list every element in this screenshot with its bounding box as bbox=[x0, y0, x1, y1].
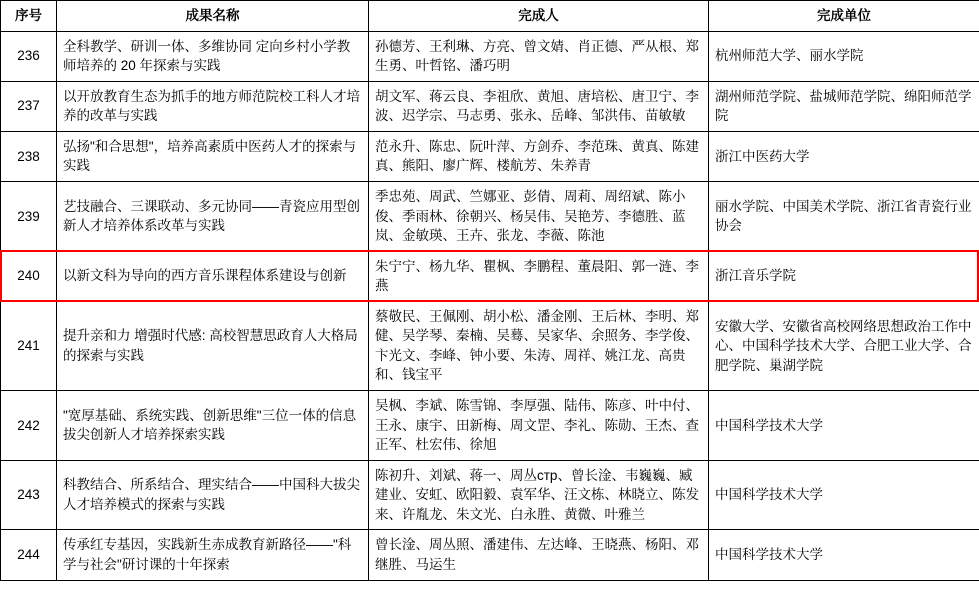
cell-no: 236 bbox=[1, 31, 57, 81]
table-header-row bbox=[1, 1, 979, 32]
cell-unit: 中国科学技术大学 bbox=[709, 391, 979, 461]
cell-unit: 中国科学技术大学 bbox=[709, 460, 979, 530]
table-row bbox=[1, 31, 979, 81]
cell-people: 季忠苑、周武、竺娜亚、彭倩、周莉、周绍斌、陈小俊、季雨林、徐朝兴、杨吴伟、吴艳芳、李德胜、蓝岚、金敏瑛、王卉、张龙、李薇、陈池 bbox=[369, 181, 709, 251]
cell-no: 241 bbox=[1, 301, 57, 390]
cell-name: 提升亲和力 增强时代感: 高校智慧思政育人大格局的探索与实践 bbox=[57, 301, 369, 390]
cell-people: 范永升、陈忠、阮叶萍、方剑乔、李范珠、黄真、陈建真、熊阳、廖广辉、楼航芳、朱养青 bbox=[369, 131, 709, 181]
cell-people: 蔡敬民、王佩刚、胡小松、潘金刚、王后林、李明、郑健、吴学琴、秦楠、吴蓦、吴家华、余照务、李学俊、卞光文、李峰、钟小要、朱涛、周祥、姚江龙、高贵和、钱宝平 bbox=[369, 301, 709, 390]
cell-name: "宽厚基础、系统实践、创新思维"三位一体的信息拔尖创新人才培养探索实践 bbox=[57, 391, 369, 461]
cell-no: 242 bbox=[1, 391, 57, 461]
cell-people: 孙德芳、王利琳、方亮、曾文婧、肖正德、严从根、郑生勇、叶哲铭、潘巧明 bbox=[369, 31, 709, 81]
cell-no: 243 bbox=[1, 460, 57, 530]
cell-unit: 中国科学技术大学 bbox=[709, 530, 979, 580]
table-row bbox=[1, 81, 979, 131]
cell-no: 237 bbox=[1, 81, 57, 131]
cell-unit: 丽水学院、中国美术学院、浙江省青瓷行业协会 bbox=[709, 181, 979, 251]
cell-unit: 浙江音乐学院 bbox=[709, 251, 979, 301]
cell-unit: 湖州师范学院、盐城师范学院、绵阳师范学院 bbox=[709, 81, 979, 131]
cell-no: 239 bbox=[1, 181, 57, 251]
cell-name: 以新文科为导向的西方音乐课程体系建设与创新 bbox=[57, 251, 369, 301]
cell-unit: 浙江中医药大学 bbox=[709, 131, 979, 181]
table-row-highlighted bbox=[1, 251, 979, 301]
cell-no: 240 bbox=[1, 251, 57, 301]
cell-unit: 安徽大学、安徽省高校网络思想政治工作中心、中国科学技术大学、合肥工业大学、合肥学院、巢湖学院 bbox=[709, 301, 979, 390]
cell-people: 胡文军、蒋云良、李祖欣、黄旭、唐培松、唐卫宁、李波、迟学宗、马志勇、张永、岳峰、邹洪伟、苗敏敏 bbox=[369, 81, 709, 131]
cell-people: 朱宁宁、杨九华、瞿枫、李鹏程、董晨阳、郭一涟、李燕 bbox=[369, 251, 709, 301]
cell-no: 238 bbox=[1, 131, 57, 181]
cell-people: 陈初升、刘斌、蒋一、周丛стр、曾长淦、韦巍巍、臧建业、安虹、欧阳毅、袁军华、汪文栋、林晓立、陈发来、许胤龙、朱文光、白永胜、黄微、叶雅兰 bbox=[369, 460, 709, 530]
table-row bbox=[1, 530, 979, 580]
cell-name: 艺技融合、三课联动、多元协同——青瓷应用型创新人才培养体系改革与实践 bbox=[57, 181, 369, 251]
cell-unit: 杭州师范大学、丽水学院 bbox=[709, 31, 979, 81]
cell-name: 全科教学、研训一体、多维协同 定向乡村小学教师培养的 20 年探索与实践 bbox=[57, 31, 369, 81]
cell-no: 244 bbox=[1, 530, 57, 580]
column-header-unit: 完成单位 bbox=[709, 1, 979, 32]
column-header-people: 完成人 bbox=[369, 1, 709, 32]
table-row bbox=[1, 460, 979, 530]
table-header bbox=[1, 1, 979, 32]
table-row bbox=[1, 181, 979, 251]
table-row bbox=[1, 131, 979, 181]
cell-name: 弘扬"和合思想"，培养高素质中医药人才的探索与实践 bbox=[57, 131, 369, 181]
column-header-no: 序号 bbox=[1, 1, 57, 32]
cell-people: 曾长淦、周丛照、潘建伟、左达峰、王晓燕、杨阳、邓继胜、马运生 bbox=[369, 530, 709, 580]
column-header-name: 成果名称 bbox=[57, 1, 369, 32]
cell-people: 吴枫、李斌、陈雪锦、李厚强、陆伟、陈彦、叶中付、王永、康宇、田新梅、周文罡、李礼、陈勋、王杰、查正军、杜宏伟、徐旭 bbox=[369, 391, 709, 461]
table-row bbox=[1, 301, 979, 390]
table-row bbox=[1, 391, 979, 461]
table-body bbox=[1, 31, 979, 580]
cell-name: 以开放教育生态为抓手的地方师范院校工科人才培养的改革与实践 bbox=[57, 81, 369, 131]
cell-name: 传承红专基因，实践新生赤成教育新路径——"科学与社会"研讨课的十年探索 bbox=[57, 530, 369, 580]
cell-name: 科教结合、所系结合、理实结合——中国科大拔尖人才培养模式的探索与实践 bbox=[57, 460, 369, 530]
